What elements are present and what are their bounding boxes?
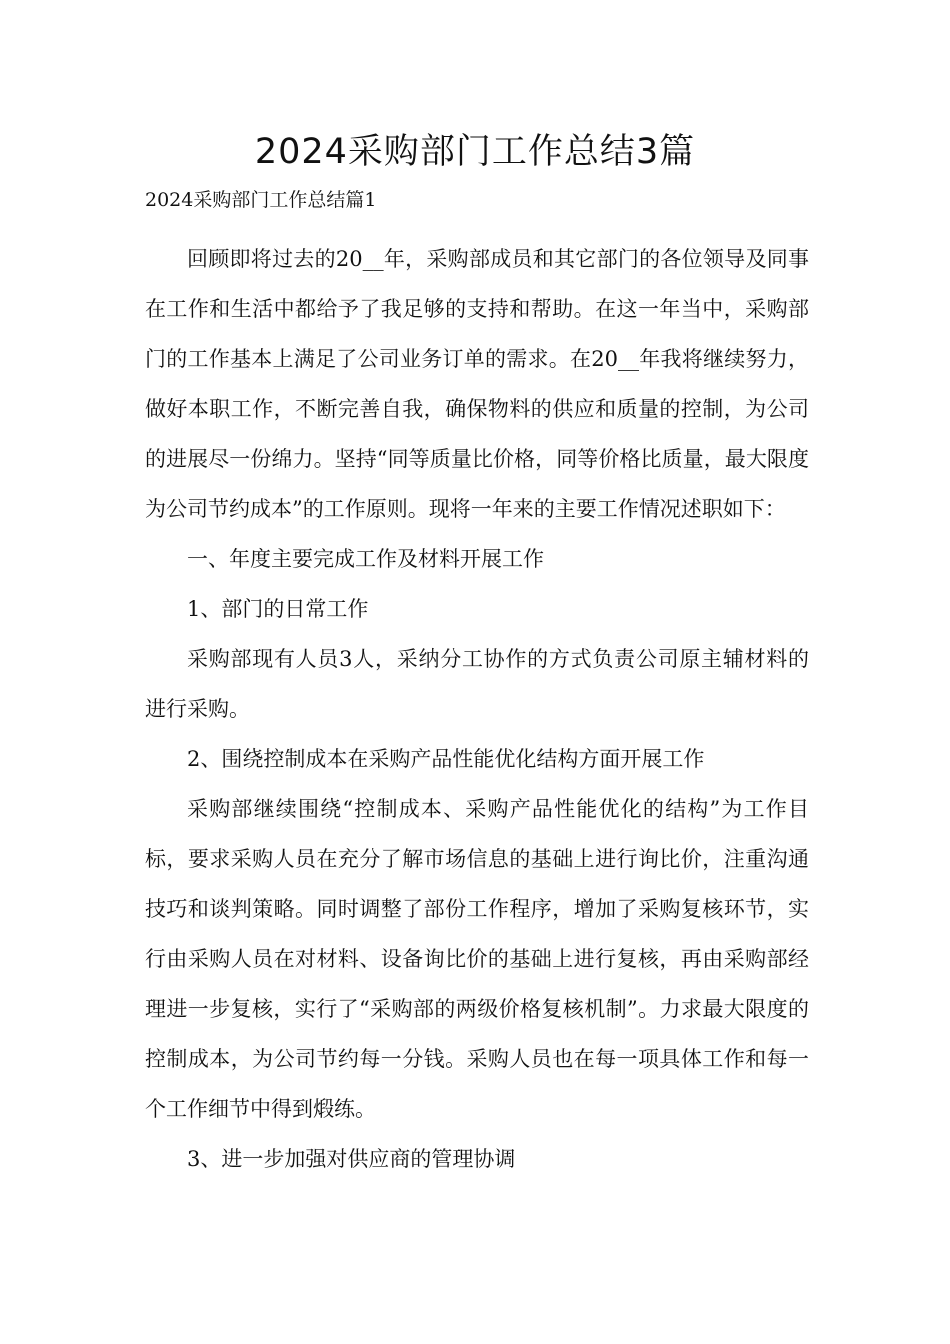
paragraph-staffing: 采购部现有人员3人，采纳分工协作的方式负责公司原主辅材料的进行采购。 xyxy=(145,647,809,721)
document-subtitle: 2024采购部门工作总结篇1 xyxy=(145,189,377,211)
subsection-heading-1: 1、部门的日常工作 xyxy=(187,597,369,621)
section-heading-1: 一、年度主要完成工作及材料开展工作 xyxy=(187,547,544,571)
paragraph-intro: 回顾即将过去的20__年，采购部成员和其它部门的各位领导及同事在工作和生活中都给予了我足够的支持和帮助。在这一年当中，采购部门的工作基本上满足了公司业务订单的需求。在20__年我将继续努力，做好本职工作，不断完善自我，确保物料的供应和质量的控制，为公司的进展尽一份绵力。坚持“同等质量比价格，同等价格比质量，最大限度为公司节约成本”的工作原则。现将一年来的主要工作情况述职如下： xyxy=(145,247,809,521)
subsection-heading-3: 3、进一步加强对供应商的管理协调 xyxy=(187,1147,516,1171)
document-title: 2024采购部门工作总结3篇 xyxy=(254,132,696,172)
paragraph-cost-control: 采购部继续围绕“控制成本、采购产品性能优化的结构”为工作目标，要求采购人员在充分了解市场信息的基础上进行询比价，注重沟通技巧和谈判策略。同时调整了部份工作程序，增加了采购复核环节，实行由采购人员在对材料、设备询比价的基础上进行复核，再由采购部经理进一步复核，实行了“采购部的两级价格复核机制”。力求最大限度的控制成本，为公司节约每一分钱。采购人员也在每一项具体工作和每一个工作细节中得到煅练。 xyxy=(145,797,809,1121)
document-body xyxy=(145,234,809,1184)
subsection-heading-2: 2、围绕控制成本在采购产品性能优化结构方面开展工作 xyxy=(187,747,705,771)
